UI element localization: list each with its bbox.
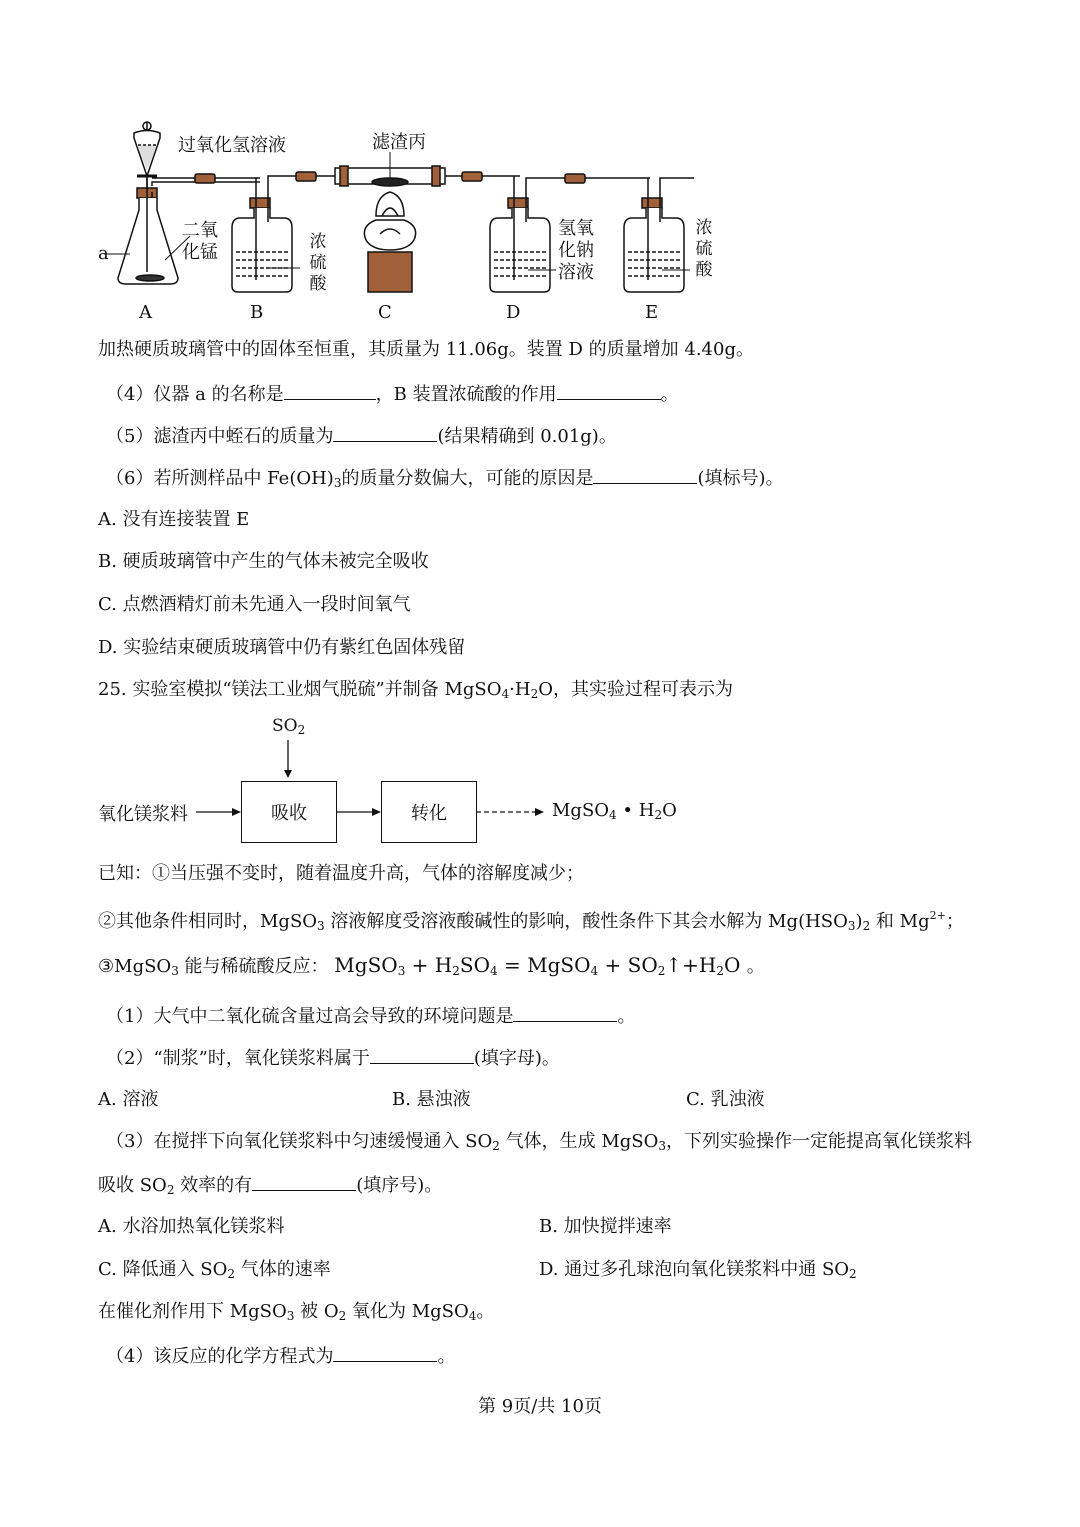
flow-input: 氧化镁浆料 bbox=[98, 804, 188, 825]
q25-part2-option-a: A. 溶液 bbox=[98, 1089, 159, 1110]
q25-known-2: ②其他条件相同时，MgSO$_3$ 溶液解度受溶液酸碱性的影响，酸性条件下其会水解为 $Mg(HSO_3)_2$ 和 $Mg^{2+}$； bbox=[98, 909, 964, 933]
letter-d: D bbox=[506, 302, 521, 323]
q25-part4: （4）该反应的化学方程式为 。 bbox=[106, 1343, 455, 1369]
page-footer: 第 9页/共 10页 bbox=[478, 1396, 602, 1417]
q25-part1: （1）大气中二氧化硫含量过高会导致的环境问题是 。 bbox=[106, 1003, 635, 1029]
flow-gas-label: $SO_2$ bbox=[272, 716, 306, 737]
answer-blank[interactable] bbox=[333, 423, 437, 442]
answer-blank[interactable] bbox=[513, 1003, 617, 1022]
q25-part2-option-b: B. 悬浊液 bbox=[392, 1089, 471, 1110]
q24-option-b: B. 硬质玻璃管中产生的气体未被完全吸收 bbox=[98, 551, 429, 572]
q25-part2: （2）“制浆”时，氧化镁浆料属于 (填字母)。 bbox=[106, 1045, 560, 1071]
answer-blank[interactable] bbox=[284, 381, 376, 400]
q24-part5: （5）滤渣丙中蛭石的质量为 (结果精确到 0.01g)。 bbox=[106, 423, 617, 449]
label-h2o2: 过氧化氢溶液 bbox=[178, 135, 286, 156]
letter-a: A bbox=[139, 302, 152, 323]
q24-part4: （4）仪器 a 的名称是 ，B 装置浓硫酸的作用 。 bbox=[106, 381, 679, 407]
alcohol-lamp bbox=[364, 192, 415, 292]
bottle-e bbox=[624, 178, 694, 292]
label-mno2: 二氧化锰 bbox=[182, 220, 218, 263]
hard-glass-tube bbox=[335, 152, 445, 186]
flow-product: MgSO$_4$ • $H_2O$ bbox=[552, 800, 677, 822]
q25-part3-option-b: B. 加快搅拌速率 bbox=[539, 1216, 672, 1237]
q24-intro: 加热硬质玻璃管中的固体至恒重，其质量为 11.06g。装置 D 的质量增加 4.40g。 bbox=[98, 339, 754, 360]
q25-title: 25. 实验室模拟“镁法工业烟气脱硫”并制备 $MgSO_4\cdot H_2O$，其实验过程可表示为 bbox=[98, 679, 733, 701]
q25-known-3: ③MgSO$_3$ 能与稀硫酸反应： MgSO$_3$ + $H_2SO_4$ = MgSO$_4$ + $SO_2↑+H_2O$ 。 bbox=[98, 953, 765, 978]
flow-step-convert: 转化 bbox=[381, 781, 477, 843]
letter-b: B bbox=[250, 302, 264, 323]
letter-e: E bbox=[645, 302, 659, 323]
answer-blank[interactable] bbox=[593, 465, 697, 484]
q25-part2-option-c: C. 乳浊液 bbox=[686, 1089, 765, 1110]
q24-option-a: A. 没有连接装置 E bbox=[98, 509, 250, 530]
q25-part3-option-a: A. 水浴加热氧化镁浆料 bbox=[98, 1216, 285, 1237]
letter-c: C bbox=[378, 302, 392, 323]
label-bottle-d: 氢氧化钠溶液 bbox=[558, 218, 594, 283]
label-bottle-e: 浓硫酸 bbox=[695, 218, 713, 280]
flow-step-absorb: 吸收 bbox=[241, 781, 337, 843]
q24-option-c: C. 点燃酒精灯前未先通入一段时间氧气 bbox=[98, 594, 411, 615]
q25-known-1: 已知：①当压强不变时，随着温度升高，气体的溶解度减少； bbox=[98, 863, 584, 884]
answer-blank[interactable] bbox=[333, 1343, 437, 1362]
q24-option-d: D. 实验结束硬质玻璃管中仍有紫红色固体残留 bbox=[98, 637, 466, 658]
label-a: a bbox=[98, 243, 109, 264]
answer-blank[interactable] bbox=[370, 1045, 474, 1064]
answer-blank[interactable] bbox=[557, 381, 661, 400]
q25-part3-line2: 吸收 $SO_2$ 效率的有 (填序号)。 bbox=[98, 1172, 442, 1202]
label-bottle-b: 浓硫酸 bbox=[309, 232, 327, 294]
q25-catalyst-line: 在催化剂作用下 MgSO$_3$ 被 $O_2$ 氧化为 MgSO$_4$。 bbox=[98, 1301, 495, 1323]
q25-part3-option-d: D. 通过多孔球泡向氧化镁浆料中通 $SO_2$ bbox=[539, 1259, 857, 1281]
answer-blank[interactable] bbox=[252, 1172, 356, 1191]
q25-part3: （3）在搅拌下向氧化镁浆料中匀速缓慢通入 $SO_2$ 气体，生成 MgSO$_3$，下列实验操作一定能提高氧化镁浆料 bbox=[106, 1131, 973, 1153]
q24-part6: （6）若所测样品中 $Fe(OH)_3$的质量分数偏大，可能的原因是 (填标号)。 bbox=[106, 465, 784, 495]
reaction-equation: MgSO$_3$ + $H_2SO_4$ = MgSO$_4$ + $SO_2↑+H_2O$ bbox=[334, 953, 741, 978]
q25-part3-option-c: C. 降低通入 $SO_2$ 气体的速率 bbox=[98, 1259, 331, 1281]
label-residue: 滤渣丙 bbox=[372, 132, 426, 153]
